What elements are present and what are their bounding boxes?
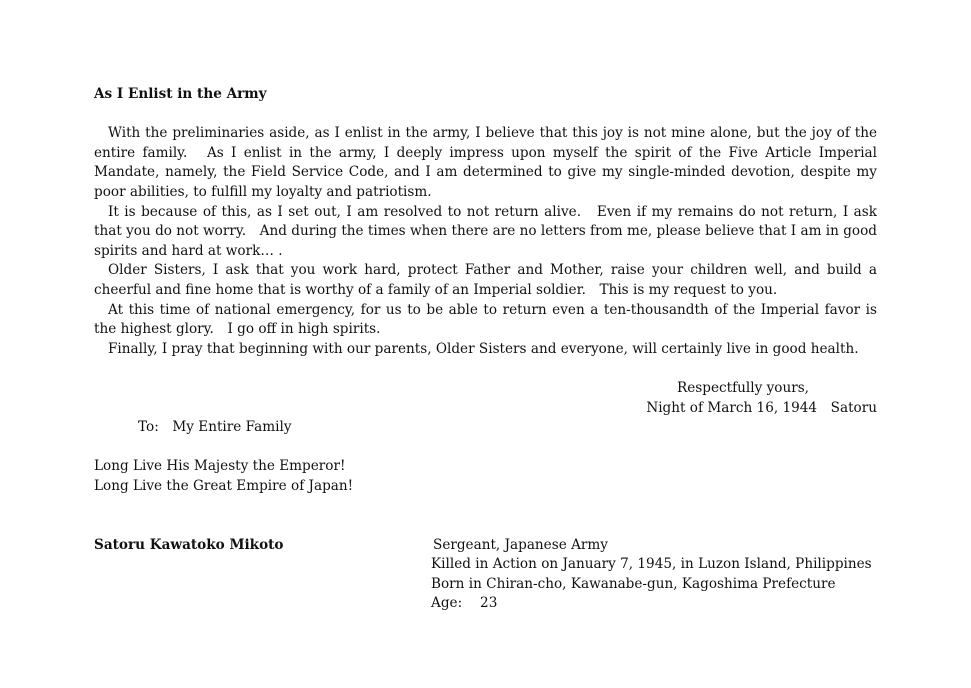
- date-signature: Night of March 16, 1944 Satoru: [646, 399, 877, 416]
- letter-paragraph-2: It is because of this, as I set out, I am resolved to not return alive. Even if my remains do not return, I ask that you do not worry. And during the times when there are no letters from me, please believe that I am in good spirits and hard at work… .: [94, 203, 877, 259]
- spacer: [94, 105, 877, 125]
- soldier-age: Age: 23: [431, 595, 498, 612]
- soldier-death: Killed in Action on January 7, 1945, in Luzon Island, Philippines: [431, 556, 872, 573]
- addressee: To: My Entire Family: [138, 419, 292, 436]
- closing-salutation: Respectfully yours,: [677, 379, 809, 396]
- letter-paragraph-4: At this time of national emergency, for us to be able to return even a ten-thousandth of the Imperial favor is the highest glory. I go off in high spirits.: [94, 301, 877, 338]
- cheer-line-1: Long Live His Majesty the Emperor!: [94, 458, 346, 475]
- letter-closing: [94, 379, 877, 418]
- letter-title: As I Enlist in the Army: [94, 86, 267, 102]
- soldier-birthplace: Born in Chiran-cho, Kawanabe-gun, Kagoshima Prefecture: [431, 575, 836, 592]
- soldier-rank: Sergeant, Japanese Army: [433, 536, 608, 553]
- soldier-details: [431, 536, 872, 614]
- letter-paragraph-5: Finally, I pray that beginning with our parents, Older Sisters and everyone, will certainly live in good health.: [108, 340, 859, 357]
- letter-body: [94, 124, 877, 359]
- letter-paragraph-1: With the preliminaries aside, as I enlist in the army, I believe that this joy is not mine alone, but the joy of the entire family. As I enlist in the army, I deeply impress upon myself the spirit of the Five Article Imperial Mandate, namely, the Field Service Code, and I am determined to give my single-minded devotion, despite my poor abilities, to fulfill my loyalty and patriotism.: [94, 125, 877, 200]
- spacer: [94, 359, 877, 379]
- cheers-block: [94, 457, 877, 496]
- letter-page: [94, 85, 877, 616]
- letter-paragraph-3: Older Sisters, I ask that you work hard, protect Father and Mother, raise your children well, and build a cheerful and fine home that is worthy of a family of an Imperial soldier. This is my request to you.: [94, 262, 877, 298]
- spacer: [94, 438, 877, 458]
- soldier-name: Satoru Kawatoko Mikoto: [94, 536, 284, 553]
- biography-block: [94, 536, 877, 616]
- cheer-line-2: Long Live the Great Empire of Japan!: [94, 477, 354, 494]
